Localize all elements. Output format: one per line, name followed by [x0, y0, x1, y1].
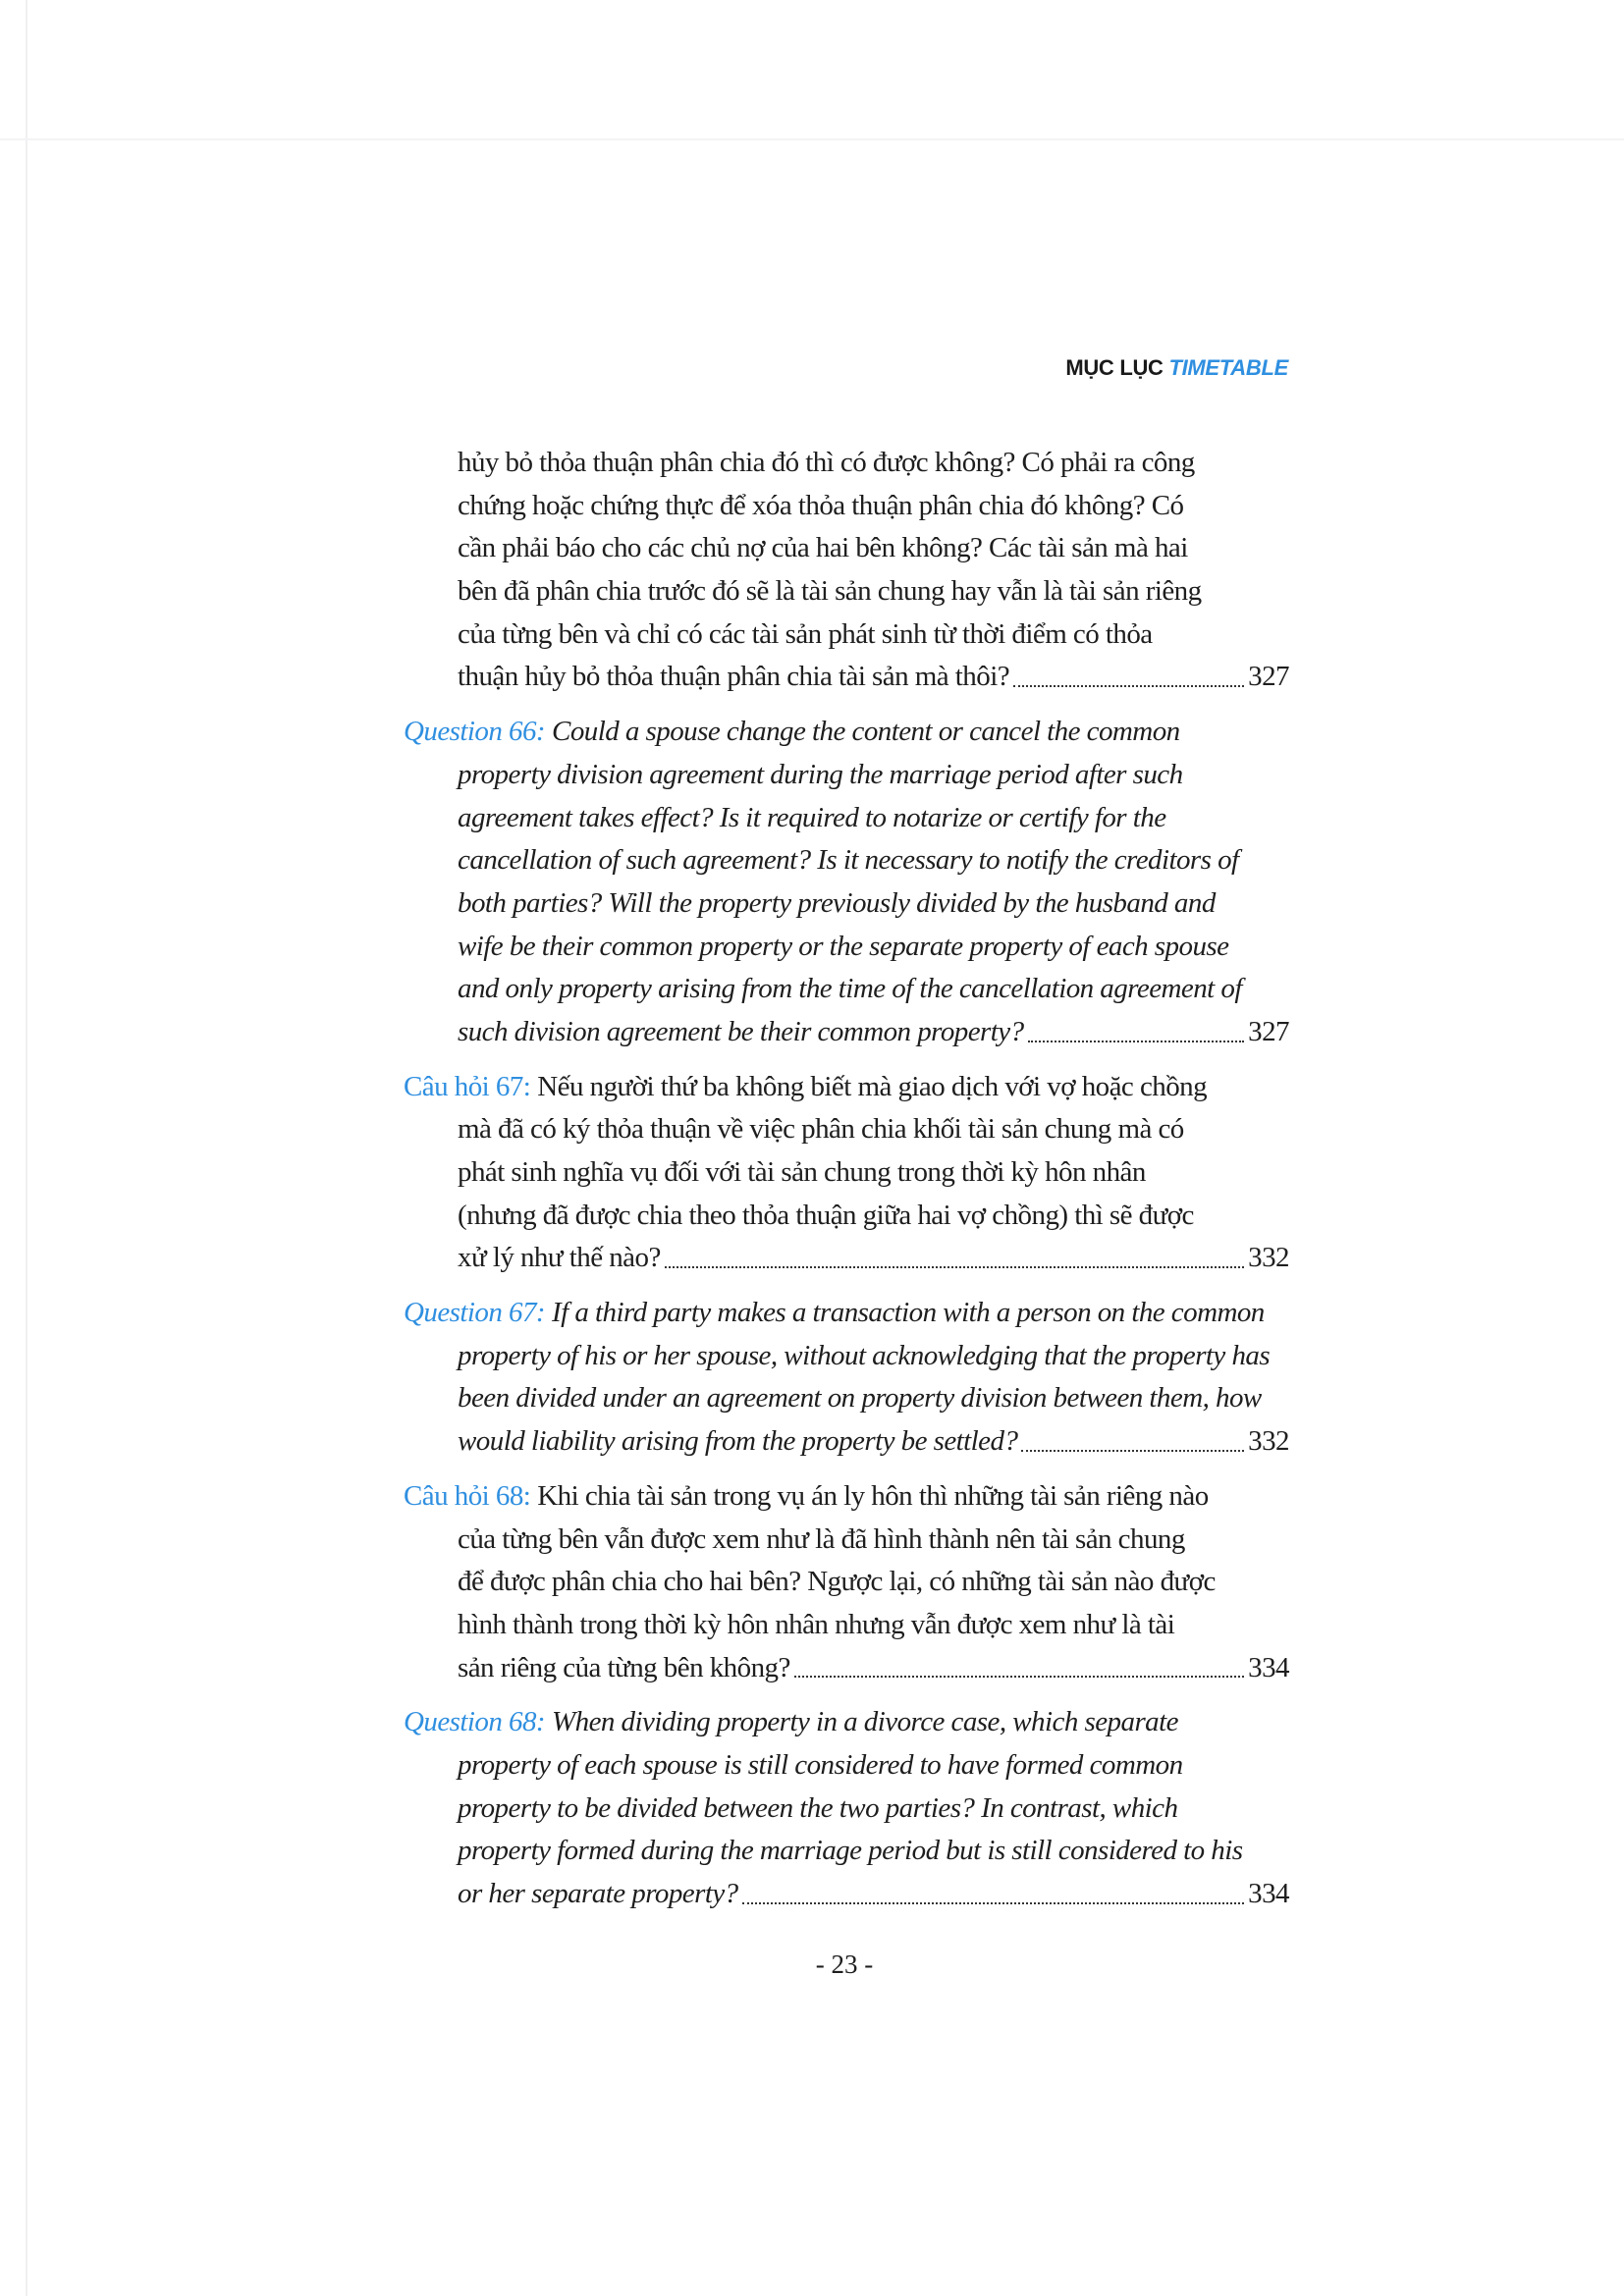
toc-line [404, 1830, 1289, 1873]
running-head [1065, 355, 1288, 381]
toc-text: Could a spouse change the content or cancel the common [552, 716, 1180, 748]
toc-text: been divided under an agreement on property division between them, how [458, 1382, 1262, 1415]
toc-text: When dividing property in a divorce case, which separate [552, 1706, 1178, 1738]
toc-line [404, 614, 1289, 657]
question-label: Câu hỏi 67: [404, 1070, 531, 1102]
toc-text: hình thành trong thời kỳ hôn nhân nhưng vẫn được xem như là tài [458, 1608, 1175, 1640]
toc-text: both parties? Will the property previously divided by the husband and [458, 886, 1216, 919]
dot-leader [1021, 1420, 1244, 1464]
toc-text: such division agreement be their common property? [458, 1015, 1024, 1047]
toc-text: cần phải báo cho các chủ nợ của hai bên không? Các tài sản mà hai [458, 532, 1188, 564]
toc-line [404, 527, 1289, 570]
toc-line [404, 1604, 1289, 1647]
toc-line [404, 968, 1289, 1011]
toc-text: của từng bên và chỉ có các tài sản phát sinh từ thời điểm có thỏa [458, 617, 1153, 650]
toc-line [404, 1519, 1289, 1562]
question-label: Question 68: [404, 1706, 546, 1738]
scan-line [0, 138, 1624, 140]
dot-leader [1013, 656, 1244, 699]
toc-line [404, 656, 1289, 699]
toc-line [404, 1377, 1289, 1420]
dot-leader [742, 1873, 1245, 1916]
toc-text: phát sinh nghĩa vụ đối với tài sản chung trong thời kỳ hôn nhân [458, 1156, 1146, 1188]
toc-line [404, 882, 1289, 926]
toc-text: hủy bỏ thỏa thuận phân chia đó thì có được không? Có phải ra công [458, 447, 1195, 478]
toc-text: property division agreement during the marriage period after such [458, 758, 1183, 790]
toc-entry[interactable] [404, 1475, 1289, 1689]
toc-text: sản riêng của từng bên không? [458, 1651, 790, 1683]
toc-line [404, 1647, 1289, 1690]
toc-text: If a third party makes a transaction with a person on the common [552, 1297, 1265, 1329]
toc-text: agreement takes effect? Is it required to notarize or certify for the [458, 801, 1166, 833]
toc-line [404, 1420, 1289, 1464]
toc-line [404, 570, 1289, 614]
toc-text: or her separate property? [458, 1878, 738, 1909]
toc-text: cancellation of such agreement? Is it necessary to notify the creditors of [458, 844, 1239, 877]
toc-entry[interactable] [404, 711, 1289, 1054]
page-reference[interactable]: 332 [1248, 1242, 1289, 1274]
page-number: - 23 - [815, 1949, 874, 1979]
toc-text: (nhưng đã được chia theo thỏa thuận giữa hai vợ chồng) thì sẽ được [458, 1199, 1194, 1231]
toc-text: mà đã có ký thỏa thuận về việc phân chia khối tài sản chung mà có [458, 1113, 1184, 1146]
toc-text: property formed during the marriage period but is still considered to his [458, 1835, 1243, 1867]
table-of-contents [404, 442, 1289, 1928]
toc-line [404, 1335, 1289, 1378]
question-label: Question 67: [404, 1297, 546, 1329]
running-head-accent: TIMETABLE [1168, 355, 1288, 380]
toc-text: wife be their common property or the separate property of each spouse [458, 930, 1229, 962]
running-head-title: MỤC LỤC [1065, 355, 1164, 380]
toc-text: would liability arising from the property be settled? [458, 1425, 1018, 1458]
toc-line [404, 797, 1289, 840]
toc-line [404, 1475, 1289, 1519]
toc-text: để được phân chia cho hai bên? Ngược lại, có những tài sản nào được [458, 1566, 1216, 1598]
toc-line [404, 1151, 1289, 1195]
toc-text: property to be divided between the two parties? In contrast, which [458, 1791, 1178, 1824]
toc-text: Khi chia tài sản trong vụ án ly hôn thì những tài sản riêng nào [537, 1479, 1209, 1512]
toc-line [404, 1561, 1289, 1604]
toc-text: chứng hoặc chứng thực để xóa thỏa thuận phân chia đó không? Có [458, 489, 1184, 521]
toc-line [404, 754, 1289, 797]
toc-text: của từng bên vẫn được xem như là đã hình thành nên tài sản chung [458, 1522, 1185, 1555]
toc-line [404, 926, 1289, 969]
toc-text: and only property arising from the time of the cancellation agreement of [458, 973, 1242, 1005]
toc-line [404, 1788, 1289, 1831]
toc-line [404, 1108, 1289, 1151]
toc-entry[interactable] [404, 1701, 1289, 1915]
toc-line [404, 485, 1289, 528]
page-reference[interactable]: 327 [1248, 661, 1289, 693]
page-reference[interactable]: 327 [1248, 1015, 1289, 1047]
question-label: Câu hỏi 68: [404, 1479, 531, 1512]
toc-text: property of each spouse is still considered to have formed common [458, 1748, 1183, 1781]
toc-line [404, 1237, 1289, 1280]
toc-line [404, 1292, 1289, 1335]
toc-line [404, 1011, 1289, 1054]
toc-line [404, 442, 1289, 485]
toc-line [404, 1195, 1289, 1238]
toc-line [404, 1701, 1289, 1744]
toc-line [404, 711, 1289, 754]
toc-entry[interactable] [404, 442, 1289, 699]
dot-leader [665, 1237, 1244, 1280]
toc-text: bên đã phân chia trước đó sẽ là tài sản chung hay vẫn là tài sản riêng [458, 575, 1202, 608]
toc-text: thuận hủy bỏ thỏa thuận phân chia tài sản mà thôi? [458, 661, 1010, 693]
toc-text: property of his or her spouse, without acknowledging that the property has [458, 1339, 1271, 1371]
dot-leader [1028, 1011, 1245, 1054]
dot-leader [794, 1647, 1244, 1690]
toc-line [404, 1066, 1289, 1109]
page-reference[interactable]: 334 [1248, 1651, 1289, 1683]
toc-entry[interactable] [404, 1292, 1289, 1464]
toc-line [404, 1873, 1289, 1916]
toc-text: Nếu người thứ ba không biết mà giao dịch với vợ hoặc chồng [537, 1070, 1208, 1102]
toc-entry[interactable] [404, 1066, 1289, 1280]
toc-line [404, 839, 1289, 882]
toc-line [404, 1744, 1289, 1788]
page-reference[interactable]: 334 [1248, 1878, 1289, 1909]
toc-text: xử lý như thế nào? [458, 1242, 661, 1274]
page-reference[interactable]: 332 [1248, 1425, 1289, 1458]
question-label: Question 66: [404, 716, 546, 748]
